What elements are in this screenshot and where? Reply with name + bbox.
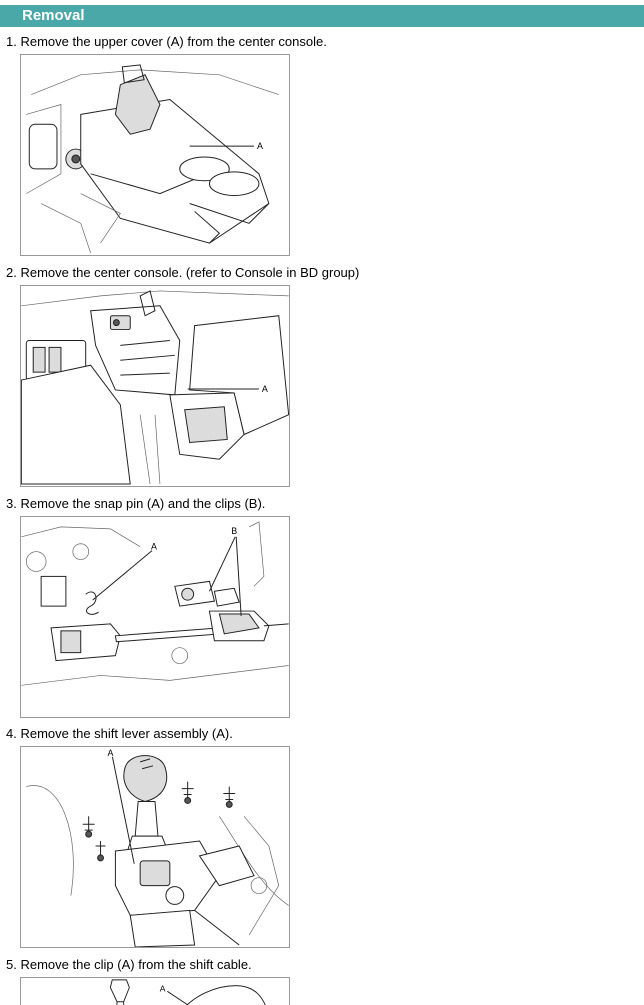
step-4-text: 4. Remove the shift lever assembly (A). bbox=[6, 726, 233, 741]
step-5-figure bbox=[20, 977, 290, 1005]
callout-b: B bbox=[231, 525, 238, 536]
section-header bbox=[0, 5, 644, 27]
shift-cable-clip-illustration bbox=[21, 978, 289, 1005]
step-1-text: 1. Remove the upper cover (A) from the center console. bbox=[6, 34, 327, 49]
step-3-figure bbox=[20, 516, 290, 718]
step-4-figure bbox=[20, 746, 290, 948]
upper-cover-illustration bbox=[21, 55, 289, 255]
callout-a: A bbox=[261, 383, 268, 394]
shift-lever-assembly-illustration bbox=[21, 747, 289, 947]
step-1-figure bbox=[20, 54, 290, 256]
callout-a: A bbox=[256, 141, 263, 152]
step-2-figure bbox=[20, 285, 290, 487]
center-console-illustration bbox=[21, 286, 289, 486]
callout-a: A bbox=[151, 541, 157, 552]
step-2-text: 2. Remove the center console. (refer to Console in BD group) bbox=[6, 265, 360, 280]
step-3-text: 3. Remove the snap pin (A) and the clips (B). bbox=[6, 496, 266, 511]
callout-a: A bbox=[107, 747, 114, 758]
snap-pin-clips-illustration bbox=[21, 517, 289, 717]
section-title: Removal bbox=[22, 7, 85, 24]
step-5-text: 5. Remove the clip (A) from the shift cable. bbox=[6, 957, 252, 972]
callout-a: A bbox=[159, 983, 166, 994]
